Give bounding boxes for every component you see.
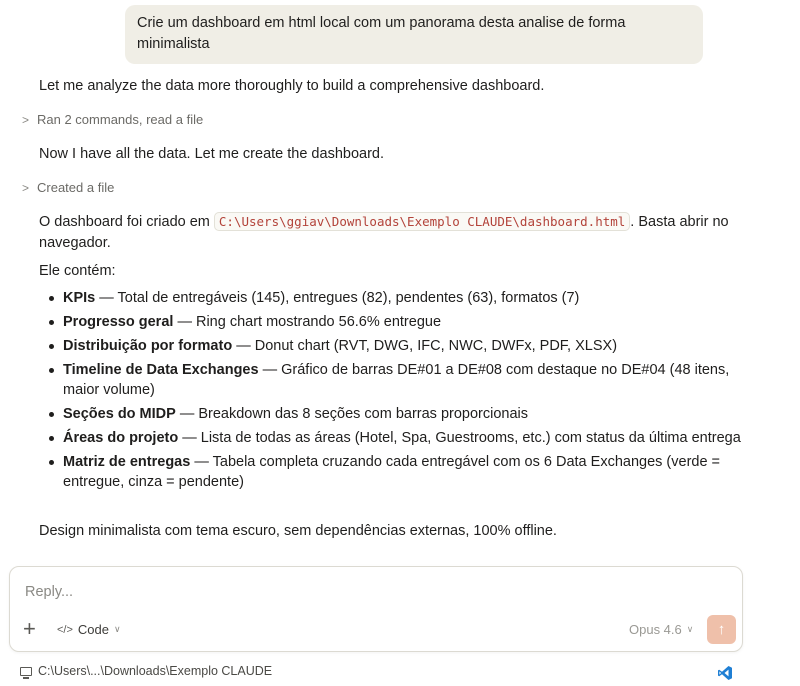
add-attachment-button[interactable]: + [23, 616, 36, 641]
reply-input[interactable] [23, 579, 627, 605]
feature-title: Matriz de entregas [63, 454, 191, 470]
feature-title: Timeline de Data Exchanges [63, 362, 259, 378]
vscode-icon[interactable] [717, 665, 733, 681]
list-item [63, 428, 753, 448]
assistant-intro-text: Let me analyze the data more thoroughly to build a comprehensive dashboard. [39, 78, 545, 94]
assistant-mid-text: Now I have all the data. Let me create the dashboard. [39, 146, 384, 162]
created-prefix: O dashboard foi criado em [39, 214, 214, 230]
tool-steps-label: Ran 2 commands, read a file [37, 112, 204, 127]
list-item [63, 360, 753, 400]
reply-composer [9, 566, 743, 652]
tool-steps-label: Created a file [37, 180, 115, 195]
feature-title: KPIs [63, 290, 96, 306]
feature-list [39, 288, 753, 496]
closing-text: Design minimalista com tema escuro, sem dependências externas, 100% offline. [39, 523, 557, 539]
send-button[interactable] [707, 615, 736, 644]
feature-desc: — Lista de todas as áreas (Hotel, Spa, Guestrooms, etc.) com status da última entrega [178, 430, 741, 446]
working-directory-path: C:\Users\...\Downloads\Exemplo CLAUDE [38, 664, 273, 678]
feature-desc: — Donut chart (RVT, DWG, IFC, NWC, DWFx, PDF, XLSX) [232, 338, 618, 354]
tool-steps-toggle-file[interactable] [22, 180, 114, 195]
list-item [63, 288, 753, 308]
chevron-down-icon: ∨ [686, 624, 694, 634]
feature-desc: — Ring chart mostrando 56.6% entregue [173, 314, 442, 330]
feature-desc: — Tabela completa cruzando cada entregável com os 6 Data Exchanges (verde = entregue, cinza = pendente) [63, 454, 721, 490]
list-item [63, 312, 753, 332]
tool-steps-toggle-commands[interactable] [22, 112, 203, 127]
list-item [63, 452, 753, 492]
created-suffix: . Basta abrir no navegador. [39, 214, 729, 251]
code-icon: </> [57, 623, 73, 636]
feature-title: Progresso geral [63, 314, 174, 330]
mode-label: Code [77, 622, 109, 637]
list-item [63, 336, 753, 356]
monitor-icon [20, 667, 32, 676]
contains-label: Ele contém: [39, 263, 116, 279]
model-selector[interactable] [629, 622, 693, 637]
working-directory[interactable] [20, 664, 272, 678]
list-item [63, 404, 753, 424]
file-path-code[interactable]: C:\Users\ggiav\Downloads\Exemplo CLAUDE\dashboard.html [214, 212, 630, 231]
feature-title: Seções do MIDP [63, 406, 176, 422]
feature-title: Áreas do projeto [63, 430, 179, 446]
feature-desc: — Breakdown das 8 seções com barras proporcionais [175, 406, 529, 422]
feature-desc: — Total de entregáveis (145), entregues (82), pendentes (63), formatos (7) [95, 290, 580, 306]
chevron-down-icon: ∨ [113, 624, 121, 634]
feature-desc: — Gráfico de barras DE#01 a DE#08 com destaque no DE#04 (48 itens, maior volume) [63, 362, 730, 398]
chevron-right-icon: > [22, 180, 30, 195]
feature-title: Distribuição por formato [63, 338, 233, 354]
user-message-bubble: Crie um dashboard em html local com um panorama desta analise de forma minimalista [125, 5, 703, 64]
created-file-paragraph [39, 211, 729, 254]
model-label: Opus 4.6 [629, 622, 682, 637]
arrow-up-icon: ↑ [717, 621, 726, 638]
mode-selector[interactable] [57, 622, 121, 637]
chevron-right-icon: > [22, 112, 30, 127]
